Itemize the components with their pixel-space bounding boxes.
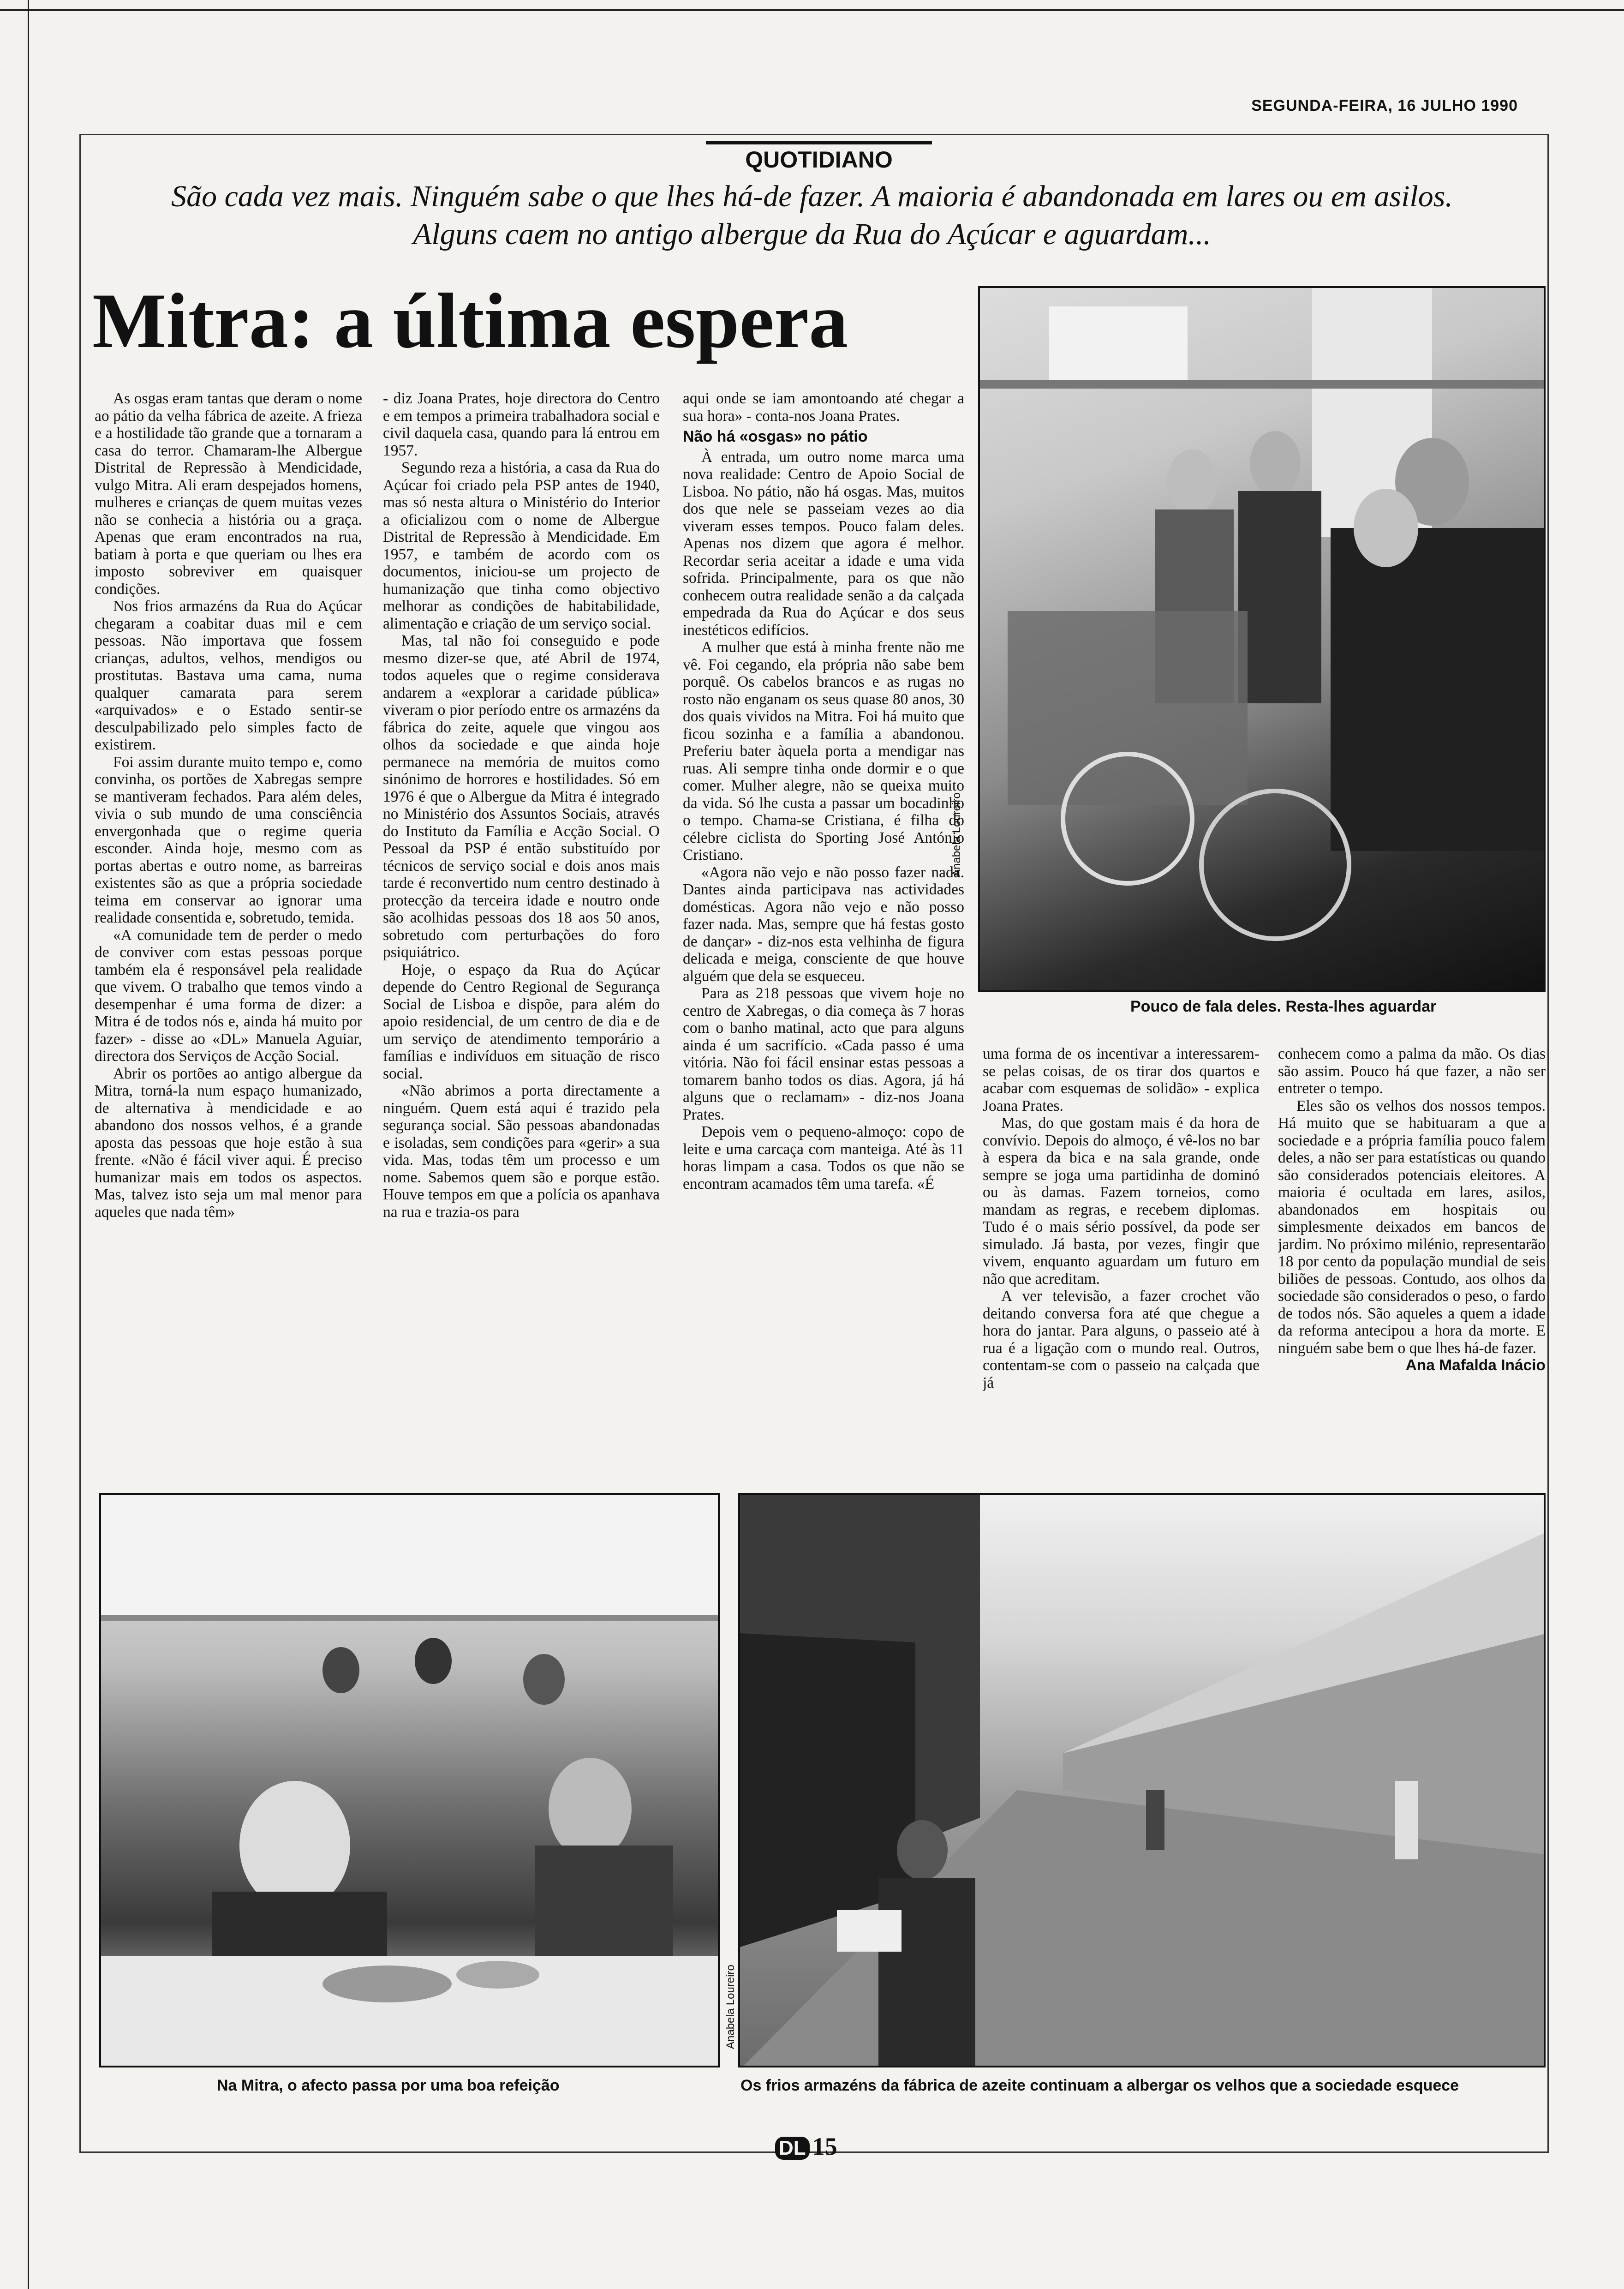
column-2 bbox=[383, 390, 660, 1488]
c2-paragraph: «Não abrimos a porta directamente a ninguém. Quem está aqui é trazido pela segurança social. São pessoas abandonadas e isoladas, sem condições para «gerir» a sua vida. Mas, todas têm um processo e um nome. Sabemos quem são e porque estão. Houve tempos em que a polícia os apanhava na rua e trazia-os para bbox=[383, 1082, 660, 1221]
c4-paragraph: uma forma de os incentivar a interessarem-se pelas coisas, de os tirar dos quartos e acabar com esquemas de solidão» - explica Joana Prates. bbox=[983, 1045, 1260, 1115]
deck-line-2: Alguns caem no antigo albergue da Rua do Açúcar e aguardam... bbox=[413, 217, 1211, 251]
c3-paragraph: A mulher que está à minha frente não me vê. Foi cegando, ela própria não sabe bem porquê. Os cabelos brancos e as rugas no rosto não enganam os seus quase 80 anos, 30 dos quais vividos na Mitra. Foi há muito que ficou sozinha e a família a abandonou. Preferiu bater àquela porta a mendigar nas ruas. Ali sempre tinha onde dormir e o que comer. Mulher alegre, não se queixa muito da vida. Só lhe custa a passar um bocadinho o tempo. Chama-se Cristiana, é filha do célebre ciclista do Sporting José António Cristiano. bbox=[683, 639, 964, 863]
photo-street-art bbox=[740, 1495, 1546, 2067]
page-number: 15 bbox=[812, 2133, 837, 2160]
photo-elderly-waiting bbox=[978, 286, 1546, 992]
c1-paragraph: «A comunidade tem de perder o medo de conviver com estas pessoas porque também ela é responsável pela realidade que vivem. O trabalho que temos vindo a desempenhar é uma forma de dizer: a Mitra é de todos nós e, ainda há muito por fazer» - disse ao «DL» Manuela Aguiar, directora dos Serviços de Acção Social. bbox=[95, 926, 362, 1065]
photo-bottom-left-credit: Anabela Loureiro bbox=[724, 1965, 737, 2049]
headline: Mitra: a última espera bbox=[92, 277, 848, 364]
c3-paragraph: Depois vem o pequeno-almoço: copo de leite e uma carcaça com manteiga. Até às 11 horas limpam a casa. Todos os que não se encontram acamados têm uma tarefa. «É bbox=[683, 1123, 964, 1192]
photo-elderly-waiting-art bbox=[980, 288, 1546, 992]
photo-dining-hall-art bbox=[101, 1495, 720, 2067]
photo-bottom-right-caption: Os frios armazéns da fábrica de azeite continuam a albergar os velhos que a sociedade esquece bbox=[740, 2077, 1459, 2094]
column-3 bbox=[683, 390, 964, 1488]
c2-paragraph: - diz Joana Prates, hoje directora do Centro e em tempos a primeira trabalhadora social e civil daquela casa, quando para lá entrou em 1957. bbox=[383, 390, 660, 459]
c1-paragraph: Nos frios armazéns da Rua do Açúcar chegaram a coabitar duas mil e cem pessoas. Não importava que fossem crianças, adultos, velhos, mendigos ou prostitutas. Bastava uma cama, numa qualquer camarata para serem «arquivados» e o Estado sentir-se desculpabilizado pelo simples facto de existirem. bbox=[95, 598, 362, 753]
c2-paragraph: Hoje, o espaço da Rua do Açúcar depende do Centro Regional de Segurança Social de Lisboa e dispõe, para além do apoio residencial, de um centro de dia e de um serviço de atendimento temporário a famílias e indivíduos em situação de risco social. bbox=[383, 961, 660, 1082]
issue-date: SEGUNDA-FEIRA, 16 JULHO 1990 bbox=[1251, 97, 1518, 114]
c1-paragraph: As osgas eram tantas que deram o nome ao pátio da velha fábrica de azeite. A frieza e a hostilidade tão grande que a tornaram a casa do terror. Chamaram-lhe Albergue Distrital de Repressão à Mendicidade, vulgo Mitra. Ali eram despejados homens, mulheres e crianças de quem muitas vezes não se conhecia a história ou a graça. Apenas que eram encontrados na rua, batiam à porta e que queriam ou lhes era imposto sobreviver em quaisquer condições. bbox=[95, 390, 362, 598]
section-label: QUOTIDIANO bbox=[706, 141, 932, 173]
top-rule bbox=[0, 9, 1624, 11]
c3-paragraph: «Agora não vejo e não posso fazer nada. Dantes ainda participava nas actividades domésticas. Agora não vejo e não posso fazer nada. Mas, sempre que há festas gosto de dançar» - diz-nos esta velhinha de figura delicada e meiga, consciente de que houve alguém que dela se esqueceu. bbox=[683, 863, 964, 985]
dl-logo: DL bbox=[775, 2137, 810, 2160]
column-4 bbox=[983, 1045, 1260, 1488]
c5-paragraph: conhecem como a palma da mão. Os dias são assim. Pouco há que fazer, a não ser entreter o tempo. bbox=[1278, 1045, 1546, 1097]
left-margin-rule bbox=[28, 0, 29, 2289]
subheading: Não há «osgas» no pátio bbox=[683, 428, 868, 445]
photo-top-credit: Anabela Loureiro bbox=[950, 792, 963, 877]
c4-paragraph: Mas, do que gostam mais é da hora de convívio. Depois do almoço, é vê-los no bar à espera da bica e na sala grande, onde sempre se joga uma partidinha de dominó ou às damas. Fazem torneios, como mandam as regras, e recebem diplomas. Tudo é o mais sério possível, da pode ser simulado. Já basta, por vezes, fingir que vivem, enquanto aguardam um futuro em não que acreditam. bbox=[983, 1115, 1260, 1288]
c3-paragraph: Para as 218 pessoas que vivem hoje no centro de Xabregas, o dia começa às 7 horas com o banho matinal, acto que para alguns ainda é um sacrifício. «Cada passo é uma vitória. Não foi fácil ensinar estas pessoas a tomarem banho todos os dias. Agora, já há alguns que o reclamam» - diz-nos Joana Prates. bbox=[683, 985, 964, 1123]
column-5 bbox=[1278, 1045, 1546, 1498]
byline: Ana Mafalda Inácio bbox=[1405, 1357, 1546, 1374]
c2-paragraph: Mas, tal não foi conseguido e pode mesmo dizer-se que, até Abril de 1974, todos aqueles que o regime considerava andarem a «explorar a caridade pública» viveram o pior período entre os armazéns da fábrica do zeite, aquele que vingou aos olhos da sociedade e que ainda hoje permanece na memória de muitos como sinónimo de horrores e hostilidades. Só em 1976 é que o Albergue da Mitra é integrado no Ministério dos Assuntos Sociais, através do Instituto da Família e Acção Social. O Pessoal da PSP é então substituído por técnicos de serviço social e dois anos mais tarde é reconvertido num centro destinado à protecção da terceira idade e noutro onde são acolhidas pessoas dos 18 aos 50 anos, sobretudo com perturbações do foro psiquiátrico. bbox=[383, 632, 660, 961]
c3-lead: aqui onde se iam amontoando até chegar a sua hora» - conta-nos Joana Prates. bbox=[683, 390, 964, 425]
photo-top-caption: Pouco de fala deles. Resta-lhes aguardar bbox=[1130, 998, 1437, 1015]
c2-paragraph: Segundo reza a história, a casa da Rua do Açúcar foi criado pela PSP antes de 1940, mas só nesta altura o Ministério do Interior a oficializou com o nome de Albergue Distrital de Repressão à Mendicidade. Em 1957, e também de acordo com os documentos, iniciou-se um projecto de humanização que tinha como objectivo melhorar as condições de habitabilidade, alimentação e criação de um serviço social. bbox=[383, 459, 660, 632]
deck bbox=[83, 178, 1541, 253]
c3-paragraph: À entrada, um outro nome marca uma nova realidade: Centro de Apoio Social de Lisboa. No pátio, não há osgas. Mas, muitos dos que nele se passeiam vezes ao dia viveram esses tempos. Pouco falam deles. Apenas nos dizem que agora é melhor. Recordar seria aceitar a idade e uma vida sofrida. Principalmente, para os que não conhecem outra realidade senão a da calçada empedrada da Rua do Açúcar e dos seus inestéticos edifícios. bbox=[683, 448, 964, 639]
photo-dining-hall bbox=[99, 1493, 720, 2067]
c4-paragraph: A ver televisão, a fazer crochet vão deitando conversa fora até que chegue a hora do jantar. Para alguns, o passeio até à rua é a ligação com o mundo real. Outros, contentam-se com o passeio na calçada que já bbox=[983, 1288, 1260, 1391]
photo-street bbox=[738, 1493, 1546, 2067]
c1-paragraph: Foi assim durante muito tempo e, como convinha, os portões de Xabregas sempre se mantiveram fechados. Para além deles, vivia o sub mundo de uma consciência envergonhada que o regime queria esconder. Ainda hoje, mesmo com as portas abertas e outro nome, as barreiras existentes são as que a própria sociedade teima em conservar ao ignorar uma realidade consentida e, sobretudo, temida. bbox=[95, 753, 362, 926]
photo-bottom-left-caption: Na Mitra, o afecto passa por uma boa refeição bbox=[217, 2077, 560, 2094]
c1-paragraph: Abrir os portões ao antigo albergue da Mitra, torná-la num espaço humanizado, de alternativa à mendicidade e ao abandono dos nossos velhos, é a grande aposta das pessoas que hoje estão à sua frente. «Não é fácil viver aqui. É preciso humanizar mais em todos os aspectos. Mas, talvez isto seja um mal menor para aqueles que nada têm» bbox=[95, 1065, 362, 1221]
column-1 bbox=[95, 390, 362, 1488]
page-footer bbox=[775, 2132, 837, 2161]
c5-paragraph: Eles são os velhos dos nossos tempos. Há muito que se habituaram a que a sociedade e a própria família pouco falem deles, a não ser para estatísticas ou quando são considerados potenciais eleitores. A maioria é ocultada em lares, asilos, abandonados em hospitais ou simplesmente deixados em bancos de jardim. No próximo milénio, representarão 18 por cento da população mundial de seis biliões de pessoas. Contudo, aos olhos da sociedade são considerados o peso, o fardo de todos nós. São aqueles a quem a idade da reforma antecipou a hora da morte. E ninguém sabe bem o que lhes há-de fazer. bbox=[1278, 1097, 1546, 1357]
deck-line-1: São cada vez mais. Ninguém sabe o que lhes há-de fazer. A maioria é abandonada em lares ou em asilos. bbox=[171, 180, 1453, 213]
